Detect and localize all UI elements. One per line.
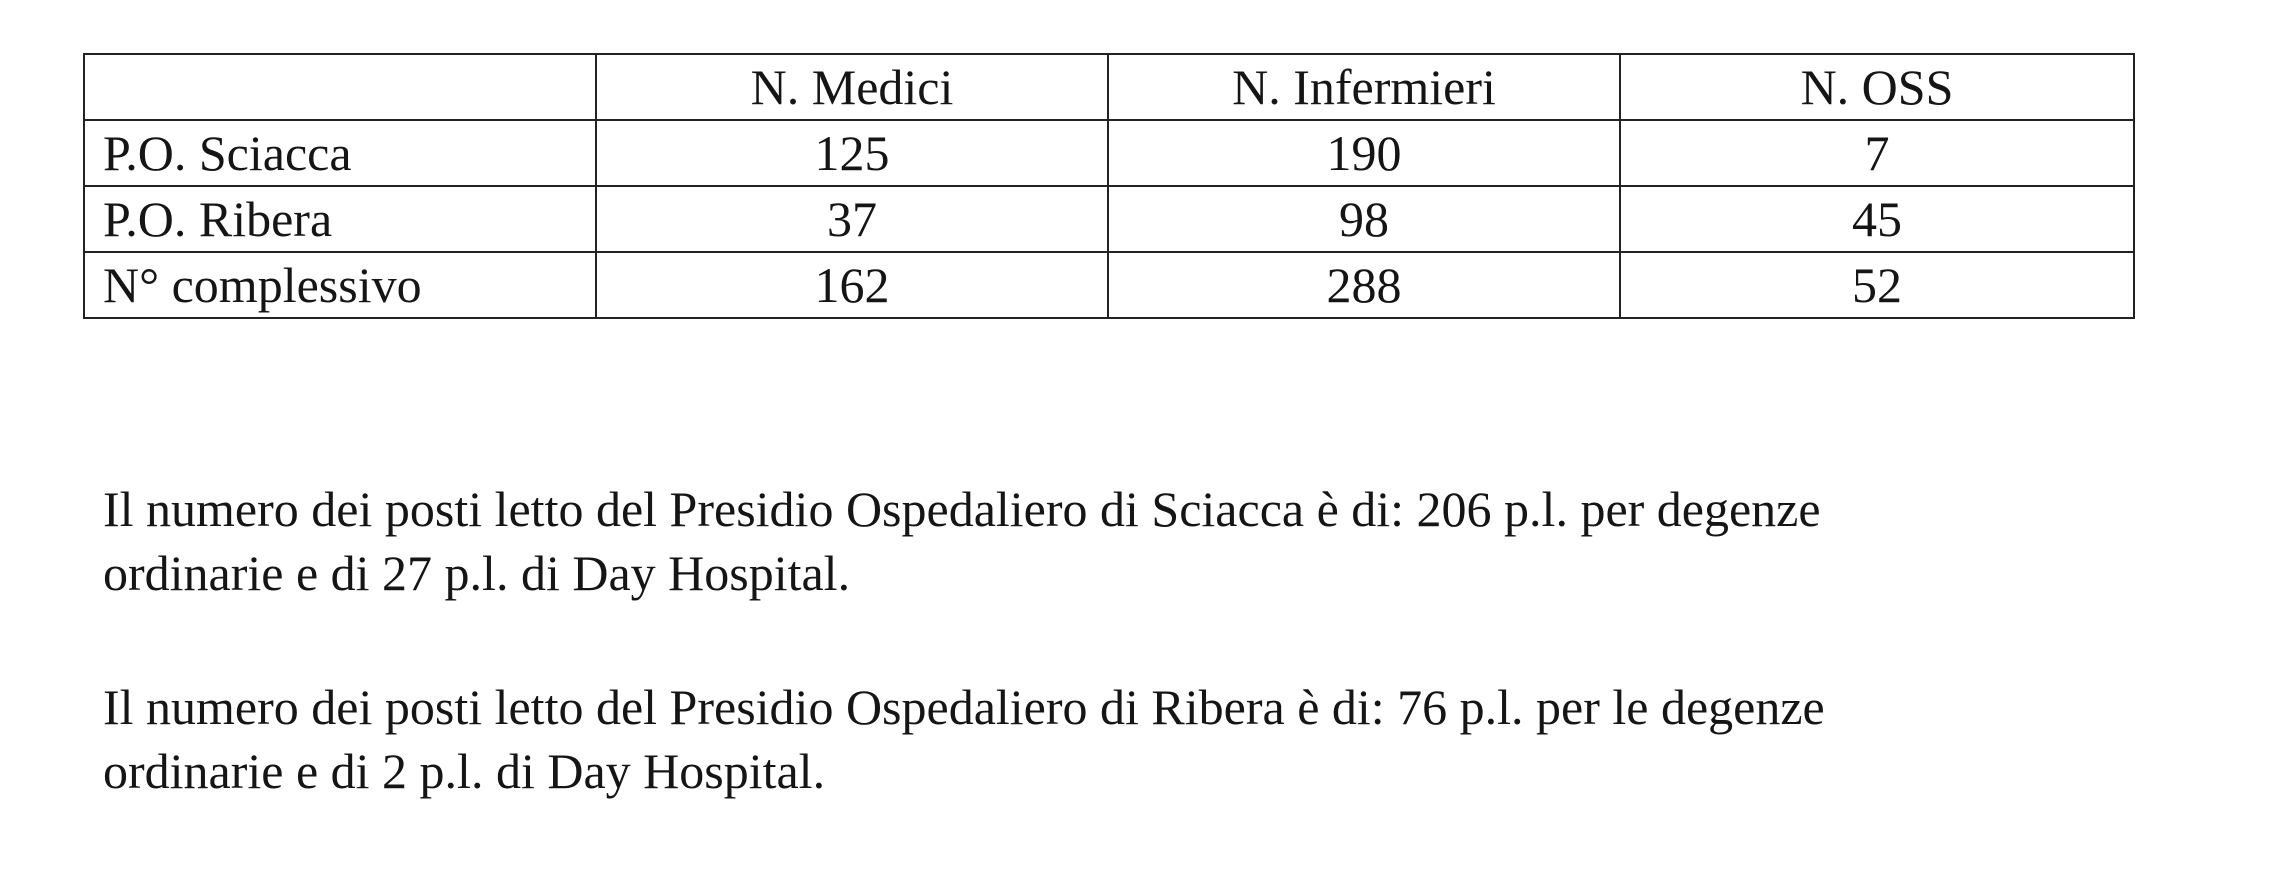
table-cell: 125	[596, 120, 1108, 186]
table-row	[84, 186, 2134, 252]
table-cell: 7	[1620, 120, 2134, 186]
table-cell: 288	[1108, 252, 1620, 318]
paragraph-line: ordinarie e di 2 p.l. di Day Hospital.	[103, 743, 826, 799]
paragraph-ribera-beds	[103, 675, 2203, 803]
header-cell-medici: N. Medici	[596, 54, 1108, 120]
paragraph-line: Il numero dei posti letto del Presidio Ospedaliero di Ribera è di: 76 p.l. per le degenze	[103, 679, 1825, 735]
table-cell: 45	[1620, 186, 2134, 252]
paragraph-sciacca-beds	[103, 477, 2203, 605]
paragraph-line: ordinarie e di 27 p.l. di Day Hospital.	[103, 545, 851, 601]
table-cell: 190	[1108, 120, 1620, 186]
table-cell: 37	[596, 186, 1108, 252]
header-cell-oss: N. OSS	[1620, 54, 2134, 120]
table-row	[84, 252, 2134, 318]
table-header-row	[84, 54, 2134, 120]
table-cell: 98	[1108, 186, 1620, 252]
paragraph-line: Il numero dei posti letto del Presidio Ospedaliero di Sciacca è di: 206 p.l. per degenze	[103, 481, 1821, 537]
table-row	[84, 120, 2134, 186]
table-cell: 162	[596, 252, 1108, 318]
staff-table	[83, 53, 2135, 319]
header-cell-infermieri: N. Infermieri	[1108, 54, 1620, 120]
row-label-cell: P.O. Ribera	[84, 186, 596, 252]
table-cell: 52	[1620, 252, 2134, 318]
row-label-cell: P.O. Sciacca	[84, 120, 596, 186]
header-cell-empty	[84, 54, 596, 120]
row-label-cell: N° complessivo	[84, 252, 596, 318]
